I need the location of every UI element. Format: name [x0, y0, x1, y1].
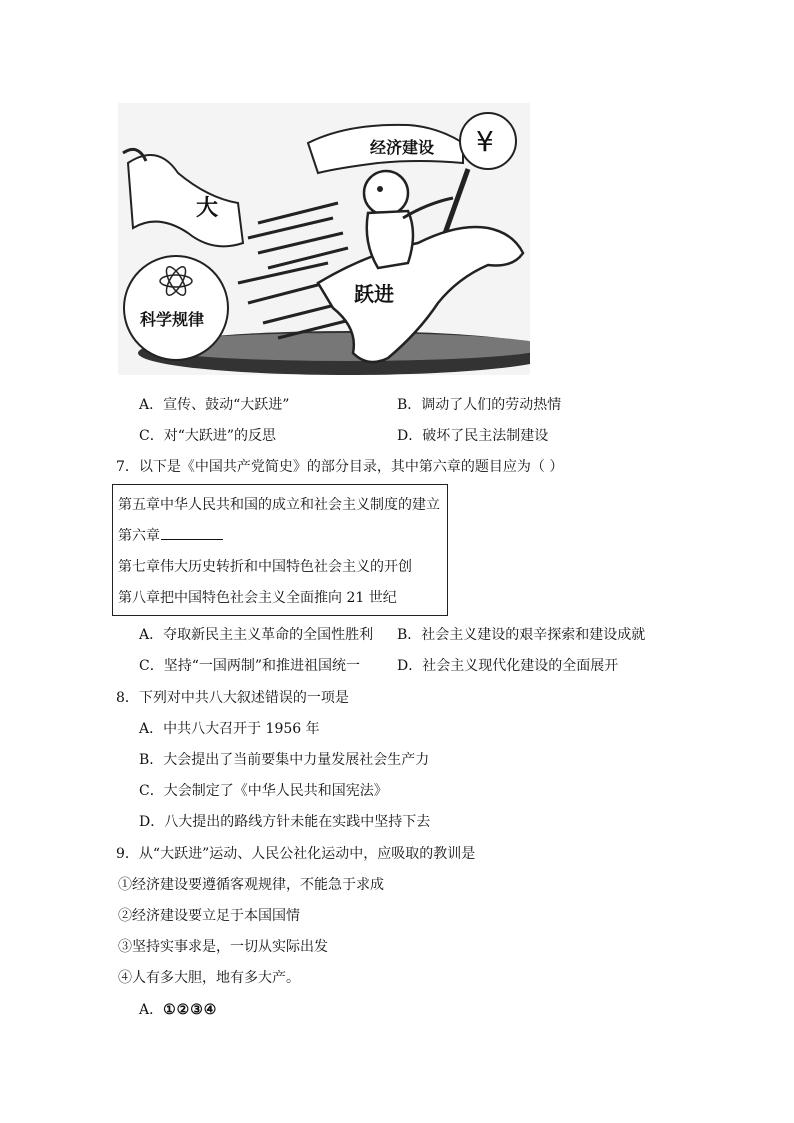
q9-item-3: ③坚持实事求是，一切从实际出发: [118, 939, 328, 955]
toc-line-6-label: 第六章: [118, 528, 160, 544]
q8-option-a: A．中共八大召开于 1956 年: [139, 721, 320, 737]
q6-option-d: D．破坏了民主法制建设: [397, 428, 549, 444]
toc-line-5: 第五章中华人民共和国的成立和社会主义制度的建立: [118, 497, 440, 513]
toc-line-6: [118, 525, 223, 545]
toc-line-8: 第八章把中国特色社会主义全面推向 21 世纪: [118, 590, 397, 606]
q9-stem: 9．从“大跃进”运动、人民公社化运动中，应吸取的教训是: [116, 846, 476, 862]
q7-option-b: B．社会主义建设的艰辛探索和建设成就: [397, 627, 646, 643]
toc-line-7: 第七章伟大历史转折和中国特色社会主义的开创: [118, 559, 412, 575]
cartoon-image: [118, 103, 530, 375]
flag-text: 大: [196, 196, 219, 221]
q9-item-4: ④人有多大胆，地有多大产。: [118, 970, 300, 986]
q6-option-a: A．宣传、鼓动“大跃进”: [139, 397, 290, 413]
q9-option-a-label: A．: [139, 1002, 164, 1018]
toc-blank: [161, 525, 223, 540]
kangaroo-text: 跃进: [354, 282, 394, 306]
q7-option-d: D．社会主义现代化建设的全面展开: [397, 658, 619, 674]
banner-text: 经济建设: [370, 138, 435, 157]
q9-item-1: ①经济建设要遵循客观规律，不能急于求成: [118, 877, 384, 893]
q8-option-c: C．大会制定了《中华人民共和国宪法》: [139, 783, 388, 799]
currency-symbol: ¥: [476, 125, 494, 158]
q7-stem: 7．以下是《中国共产党简史》的部分目录，其中第六章的题目应为（ ）: [116, 459, 564, 475]
q8-option-b: B．大会提出了当前要集中力量发展社会生产力: [139, 752, 430, 768]
q7-option-a: A．夺取新民主主义革命的全国性胜利: [139, 627, 374, 643]
q6-option-b: B．调动了人们的劳动热情: [397, 397, 562, 413]
q6-option-c: C．对“大跃进”的反思: [139, 428, 277, 444]
ball-text: 科学规律: [140, 310, 205, 329]
q9-option-a: [139, 999, 217, 1019]
q8-option-d: D．八大提出的路线方针未能在实践中坚持下去: [139, 814, 431, 830]
q9-item-2: ②经济建设要立足于本国国情: [118, 908, 300, 924]
q7-option-c: C．坚持“一国两制”和推进祖国统一: [139, 658, 361, 674]
q8-stem: 8．下列对中共八大叙述错误的一项是: [116, 690, 349, 706]
q9-option-a-value: ①②③④: [163, 1002, 218, 1018]
